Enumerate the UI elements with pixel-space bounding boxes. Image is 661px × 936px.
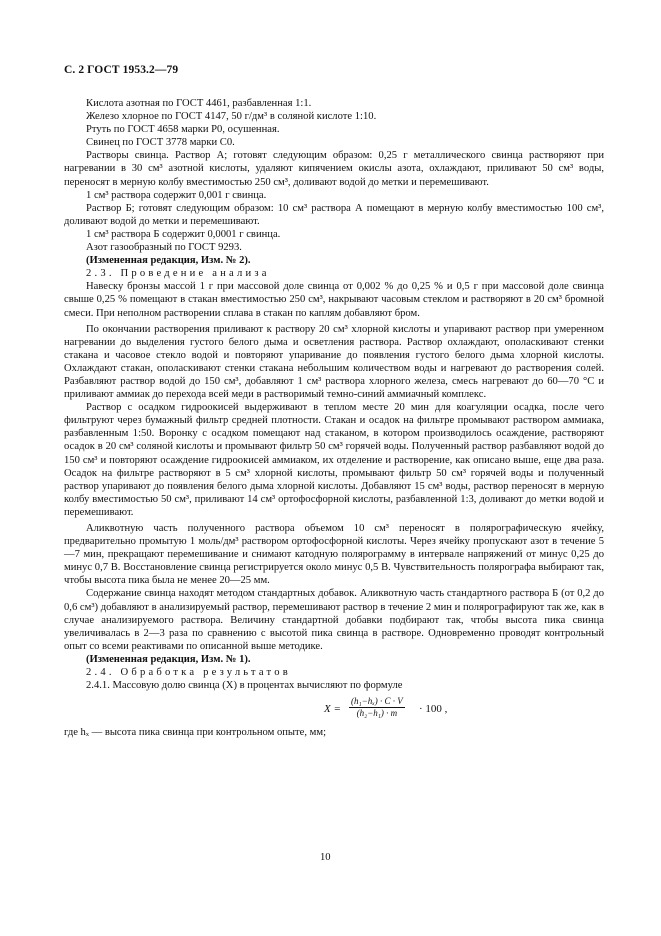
paragraph-solution-b: Раствор Б; готовят следующим образом: 10 см³ раствора А помещают в мерную колбу вместимостью 100 см³, доливают водой до метки и перемешивают. (64, 202, 604, 227)
section-heading-results: 2.4. Обработка результатов (86, 667, 291, 679)
formula-rhs: · 100 , (419, 703, 448, 716)
paragraph-solution-a-content: 1 см³ раствора содержит 0,001 г свинца. (86, 189, 267, 201)
page-number: 10 (320, 852, 331, 863)
paragraph-where: где hₓ — высота пика свинца при контрольном опыте, мм; (64, 727, 327, 739)
paragraph-solution-b-content: 1 см³ раствора Б содержит 0,0001 г свинца. (86, 228, 281, 240)
formula-fraction (349, 696, 405, 719)
page-header: С. 2 ГОСТ 1953.2—79 (64, 64, 179, 76)
paragraph-formula-intro: 2.4.1. Массовую долю свинца (X) в процентах вычисляют по формуле (86, 680, 403, 692)
paragraph-aliquot: Аликвотную часть полученного раствора объемом 10 см³ переносят в полярографическую ячейку, предварительно промытую 1 моль/дм³ раствором ортофосфорной кислоты. Через ячейку пропускают азот в течение 5—7 мин, прекращают перемешивание и снимают катодную полярограмму в интервале напряжений от минус 0,25 до минус 0,7 В. Восстановление свинца регистрируется около минус 0,5 В. Чувствительность полярографа выбирают так, чтобы высота пика была не менее 20—25 мм. (64, 523, 604, 587)
amendment-note-2: (Измененная редакция, Изм. № 2). (86, 255, 251, 267)
paragraph-nitrogen: Азот газообразный по ГОСТ 9293. (86, 242, 242, 254)
paragraph-nitric-acid: Кислота азотная по ГОСТ 4461, разбавленная 1:1. (86, 98, 312, 109)
paragraph-mercury: Ртуть по ГОСТ 4658 марки Р0, осушенная. (86, 124, 280, 136)
formula-lhs: X = (324, 703, 341, 716)
paragraph-dissolution: По окончании растворения приливают к раствору 20 см³ хлорной кислоты и упаривают раствор при умеренном нагревании до выделения густого белого дыма и осветления раствора. Раствор охлаждают, ополаскивают стенки стакана и часовое стекло водой и повторяют упаривание до появления густого белого дыма хлорной кислоты. Охлаждают стакан, ополаскивают стенки стакана небольшим количеством воды и нагревают до растворения солей. Разбавляют раствор водой до 150 см³, добавляют 1 см³ раствора хлорного железа, смесь нагревают до 60—70 °С и приливают аммиак до перехода всей меди в растворимый темно-синий аммиачный комплекс. (64, 323, 604, 401)
formula-numerator: (h₁−hₓ) · C · V (351, 696, 403, 707)
paragraph-iron-chloride: Железо хлорное по ГОСТ 4147, 50 г/дм³ в соляной кислоте 1:10. (86, 111, 377, 123)
paragraph-lead: Свинец по ГОСТ 3778 марки С0. (86, 137, 235, 149)
formula-denominator: (h₂−h₁) · m (356, 708, 398, 719)
document-body (64, 97, 604, 739)
amendment-note-1: (Измененная редакция, Изм. № 1). (86, 653, 251, 665)
section-heading-analysis: 2.3. Проведение анализа (86, 268, 270, 280)
paragraph-precipitate: Раствор с осадком гидроокисей выдерживают в теплом месте 20 мин для коагуляции осадка, после чего фильтруют через бумажный фильтр средней плотности. Стакан и осадок на фильтре промывают раствором аммиака, разбавленным 1:50. Воронку с осадком помещают над стаканом, в котором производилось осаждение, растворяют осадок в 20 см³ соляной кислоты и промывают фильтр 50 см³ горячей воды. Полученный раствор разбавляют водой до 150 см³ и повторяют осаждение гидроокисей аммиаком, их отделение и растворение, как описано выше, еще два раза. Осадок на фильтре растворяют в 5 см³ хлорной кислоты, промывают фильтр 50 см³ горячей воды и полученный раствор упаривают до появления белого дыма хлорной кислоты. Добавляют 15 см³ воды, раствор переносят в мерную колбу вместимостью 50 см³, приливают 14 см³ ортофосфорной кислоты, разбавленной 1:3, доливают до метки водой и перемешивают. (64, 402, 604, 518)
formula (184, 696, 604, 722)
paragraph-sample: Навеску бронзы массой 1 г при массовой доле свинца от 0,002 % до 0,25 % и 0,5 г при массовой доле свинца свыше 0,25 % помещают в стакан вместимостью 250 см³, накрывают часовым стеклом и растворяют в 20 см³ бромной смеси. При неполном растворении сплава в стакан по каплям добавляют бром. (64, 281, 604, 319)
paragraph-solution-a: Растворы свинца. Раствор А; готовят следующим образом: 0,25 г металлического свинца растворяют при нагревании в 30 см³ азотной кислоты, удаляют кипячением окислы азота, охлаждают, приливают 50 см³ воды, переносят в мерную колбу вместимостью 250 см³, доливают водой до метки и перемешивают. (64, 150, 604, 188)
paragraph-standard-addition: Содержание свинца находят методом стандартных добавок. Аликвотную часть стандартного раствора Б (от 0,2 до 0,6 см³) добавляют в анализируемый раствор, перемешивают раствор в течение 2 мин и полярографируют так же, как в случае анализируемого раствора. Величину стандартной добавки подбирают так, чтобы высота пика свинца увеличивалась в 2—3 раза по сравнению с высотой пика свинца в растворе. Одновременно проводят контрольный опыт со всеми реактивами по описанной выше методике. (64, 588, 604, 652)
